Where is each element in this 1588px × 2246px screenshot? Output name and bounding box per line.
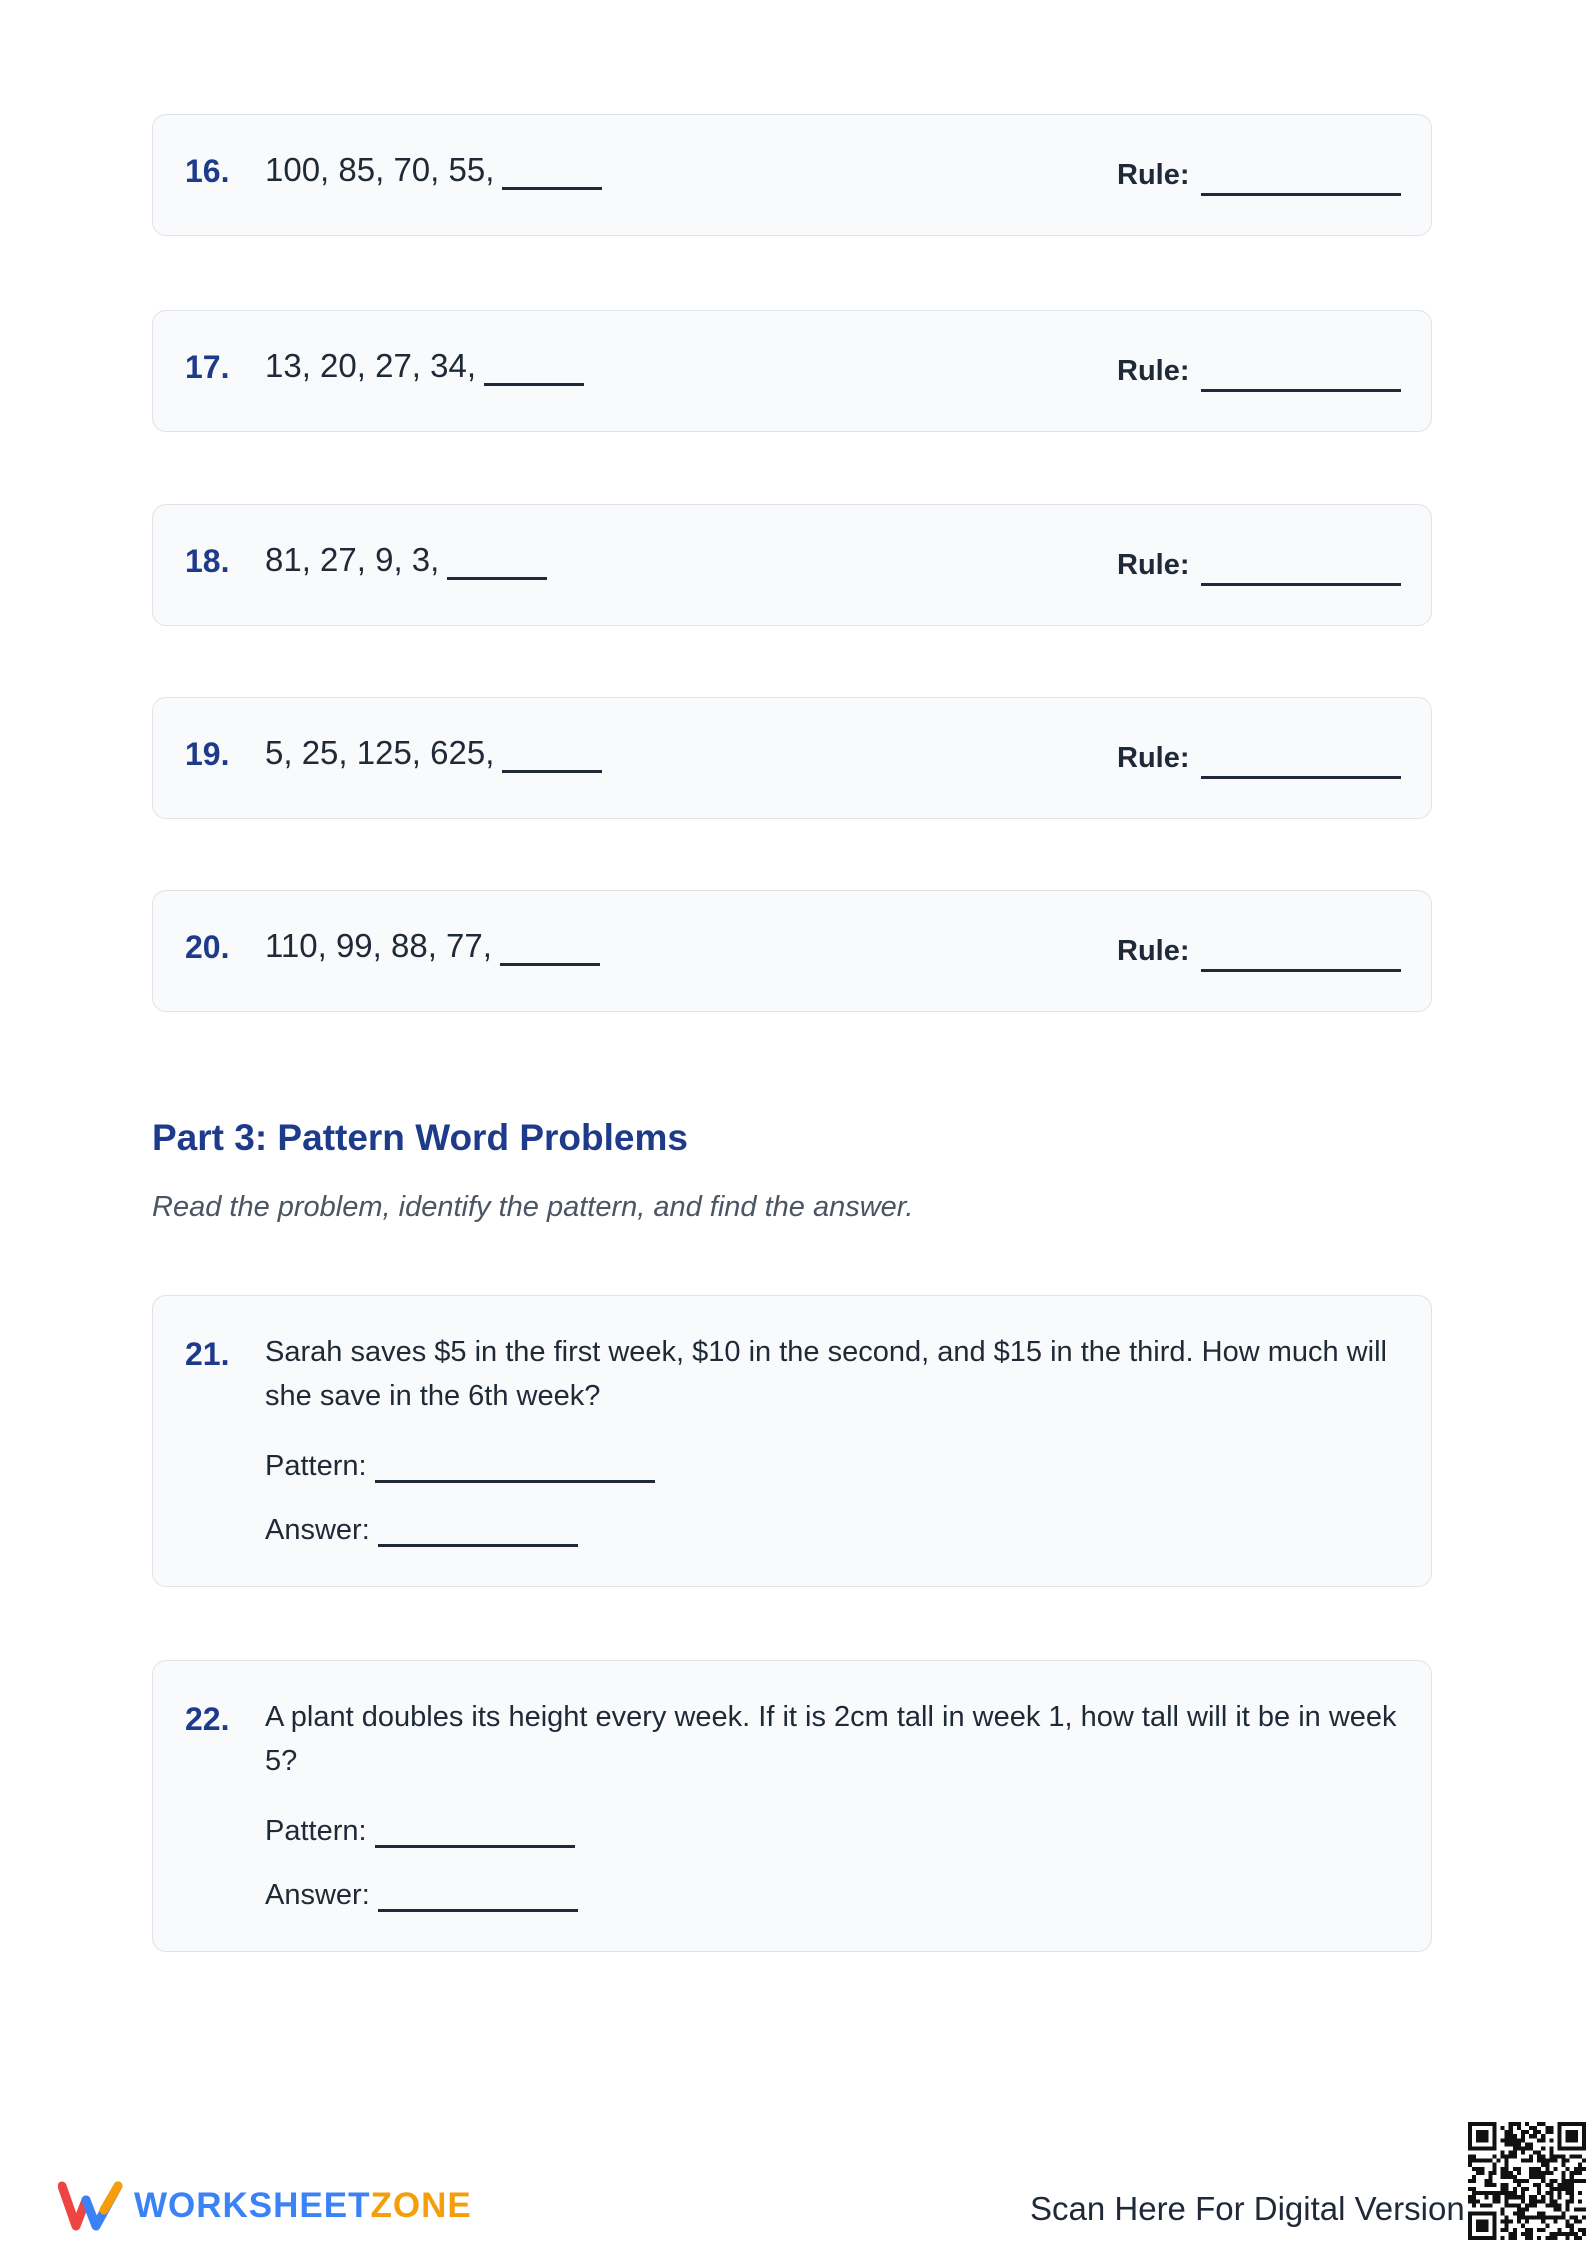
- sequence-values: 100, 85, 70, 55,: [265, 151, 495, 188]
- rule-answer-line[interactable]: [1201, 193, 1401, 196]
- pattern-field: [265, 1811, 575, 1848]
- section-title: Part 3: Pattern Word Problems: [152, 1117, 688, 1158]
- rule-label: Rule:: [1117, 935, 1190, 967]
- question-number: 17.: [185, 349, 230, 385]
- sequence-card-20: [152, 890, 1432, 1012]
- brand-name-part2: ZONE: [370, 2186, 472, 2225]
- pattern-label: Pattern:: [265, 1450, 367, 1482]
- rule-label: Rule:: [1117, 159, 1190, 191]
- pattern-field: [265, 1446, 655, 1483]
- pattern-answer-line[interactable]: [375, 1811, 575, 1848]
- qr-code-icon[interactable]: [1468, 2122, 1586, 2240]
- question-number: 22.: [185, 1701, 230, 1737]
- rule-answer-line[interactable]: [1201, 389, 1401, 392]
- word-problem-card-21: [152, 1295, 1432, 1587]
- next-term-blank[interactable]: [484, 347, 584, 386]
- question-number: 20.: [185, 929, 230, 965]
- sequence-terms: [265, 151, 602, 190]
- question-number: 18.: [185, 543, 230, 579]
- rule-label: Rule:: [1117, 549, 1190, 581]
- sequence-card-19: [152, 697, 1432, 819]
- answer-line[interactable]: [378, 1875, 578, 1912]
- sequence-values: 13, 20, 27, 34,: [265, 347, 477, 384]
- rule-answer-line[interactable]: [1201, 583, 1401, 586]
- problem-text: Sarah saves $5 in the first week, $10 in the second, and $15 in the third. How much will she save in the 6th week?: [265, 1336, 1387, 1412]
- answer-field: [265, 1875, 578, 1912]
- next-term-blank[interactable]: [502, 734, 602, 773]
- pattern-label: Pattern:: [265, 1815, 367, 1847]
- brand-logo: [58, 2180, 472, 2232]
- answer-label: Answer:: [265, 1879, 370, 1911]
- scan-instruction: Scan Here For Digital Version: [1030, 2190, 1465, 2227]
- section-instructions: Read the problem, identify the pattern, and find the answer.: [152, 1191, 914, 1223]
- worksheetzone-w-icon: [58, 2180, 124, 2232]
- sequence-terms: [265, 734, 602, 773]
- sequence-values: 110, 99, 88, 77,: [265, 927, 492, 964]
- sequence-terms: [265, 347, 584, 386]
- question-number: 21.: [185, 1336, 230, 1372]
- brand-name: [134, 2186, 472, 2226]
- rule-answer-line[interactable]: [1201, 969, 1401, 972]
- answer-line[interactable]: [378, 1510, 578, 1547]
- sequence-card-16: [152, 114, 1432, 236]
- sequence-values: 5, 25, 125, 625,: [265, 734, 495, 771]
- question-number: 19.: [185, 736, 230, 772]
- sequence-terms: [265, 541, 547, 580]
- problem-text: A plant doubles its height every week. If it is 2cm tall in week 1, how tall will it be in week 5?: [265, 1701, 1397, 1777]
- sequence-card-18: [152, 504, 1432, 626]
- next-term-blank[interactable]: [502, 151, 602, 190]
- word-problem-card-22: [152, 1660, 1432, 1952]
- pattern-answer-line[interactable]: [375, 1446, 655, 1483]
- answer-label: Answer:: [265, 1514, 370, 1546]
- rule-label: Rule:: [1117, 742, 1190, 774]
- brand-name-part1: WORKSHEET: [134, 2186, 371, 2225]
- sequence-card-17: [152, 310, 1432, 432]
- next-term-blank[interactable]: [500, 927, 600, 966]
- sequence-terms: [265, 927, 600, 966]
- answer-field: [265, 1510, 578, 1547]
- rule-answer-line[interactable]: [1201, 776, 1401, 779]
- sequence-values: 81, 27, 9, 3,: [265, 541, 440, 578]
- next-term-blank[interactable]: [447, 541, 547, 580]
- question-number: 16.: [185, 153, 230, 189]
- rule-label: Rule:: [1117, 355, 1190, 387]
